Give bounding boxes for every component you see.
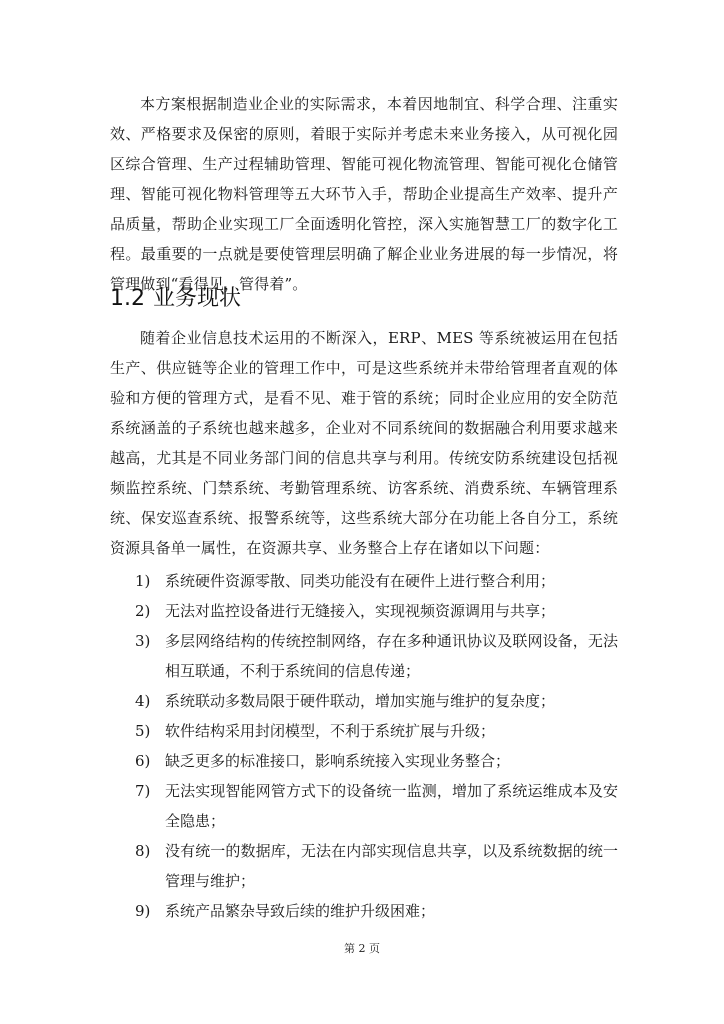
list-marker: 5)	[135, 722, 151, 740]
list-item-text: 系统产品繁杂导致后续的维护升级困难；	[165, 902, 436, 920]
page-number: 第 2 页	[344, 942, 380, 955]
list-item	[110, 716, 618, 746]
list-marker: 6)	[135, 752, 151, 770]
list-marker: 4)	[135, 692, 151, 710]
status-paragraph: 随着企业信息技术运用的不断深入，ERP、MES 等系统被运用在包括生产、供应链等企业的管理工作中，可是这些系统并未带给管理者直观的体验和方便的管理方式，是看不见、难于管的系统；同时企业应用的安全防范系统涵盖的子系统也越来越多，企业对不同系统间的数据融合利用要求越来越高，尤其是不同业务部门间的信息共享与利用。传统安防系统建设包括视频监控系统、门禁系统、考勤管理系统、访客系统、消费系统、车辆管理系统、保安巡查系统、报警系统等，这些系统大部分在功能上各自分工，系统资源具备单一属性，在资源共享、业务整合上存在诸如以下问题：	[110, 329, 618, 557]
list-item-text: 没有统一的数据库，无法在内部实现信息共享，以及系统数据的统一管理与维护；	[165, 842, 618, 890]
list-marker: 1)	[135, 572, 151, 590]
list-item-text: 系统联动多数局限于硬件联动，增加实施与维护的复杂度；	[165, 692, 556, 710]
list-marker: 7)	[135, 782, 151, 800]
list-item-text: 系统硬件资源零散、同类功能没有在硬件上进行整合利用；	[165, 572, 556, 590]
list-item	[110, 626, 618, 686]
section-heading	[110, 284, 241, 314]
list-marker: 3)	[135, 632, 151, 650]
list-marker: 8)	[135, 842, 151, 860]
list-item-text: 软件结构采用封闭模型，不利于系统扩展与升级；	[165, 722, 496, 740]
list-item-text: 无法实现智能网管方式下的设备统一监测，增加了系统运维成本及安全隐患；	[165, 782, 618, 830]
list-marker: 9)	[135, 902, 151, 920]
intro-paragraph: 本方案根据制造业企业的实际需求，本着因地制宜、科学合理、注重实效、严格要求及保密的原则，着眼于实际并考虑未来业务接入，从可视化园区综合管理、生产过程辅助管理、智能可视化物流管理、智能可视化仓储管理、智能可视化物料管理等五大环节入手，帮助企业提高生产效率、提升产品质量，帮助企业实现工厂全面透明化管控，深入实施智慧工厂的数字化工程。最重要的一点就是要使管理层明确了解企业业务进展的每一步情况，将管理做到“看得见，管得着”。	[110, 95, 618, 293]
list-item	[110, 686, 618, 716]
list-marker: 2)	[135, 602, 151, 620]
list-item-text: 缺乏更多的标准接口，影响系统接入实现业务整合；	[165, 752, 511, 770]
list-item	[110, 566, 618, 596]
list-item	[110, 596, 618, 626]
list-item-text: 无法对监控设备进行无缝接入，实现视频资源调用与共享；	[165, 602, 556, 620]
list-item	[110, 836, 618, 896]
section-number: 1.2	[110, 286, 145, 311]
section-title: 业务现状	[153, 286, 242, 311]
issue-list	[110, 566, 618, 926]
list-item-text: 多层网络结构的传统控制网络，存在多种通讯协议及联网设备，无法相互联通，不利于系统间的信息传递；	[165, 632, 618, 680]
list-item	[110, 746, 618, 776]
list-item	[110, 776, 618, 836]
list-item	[110, 896, 618, 926]
